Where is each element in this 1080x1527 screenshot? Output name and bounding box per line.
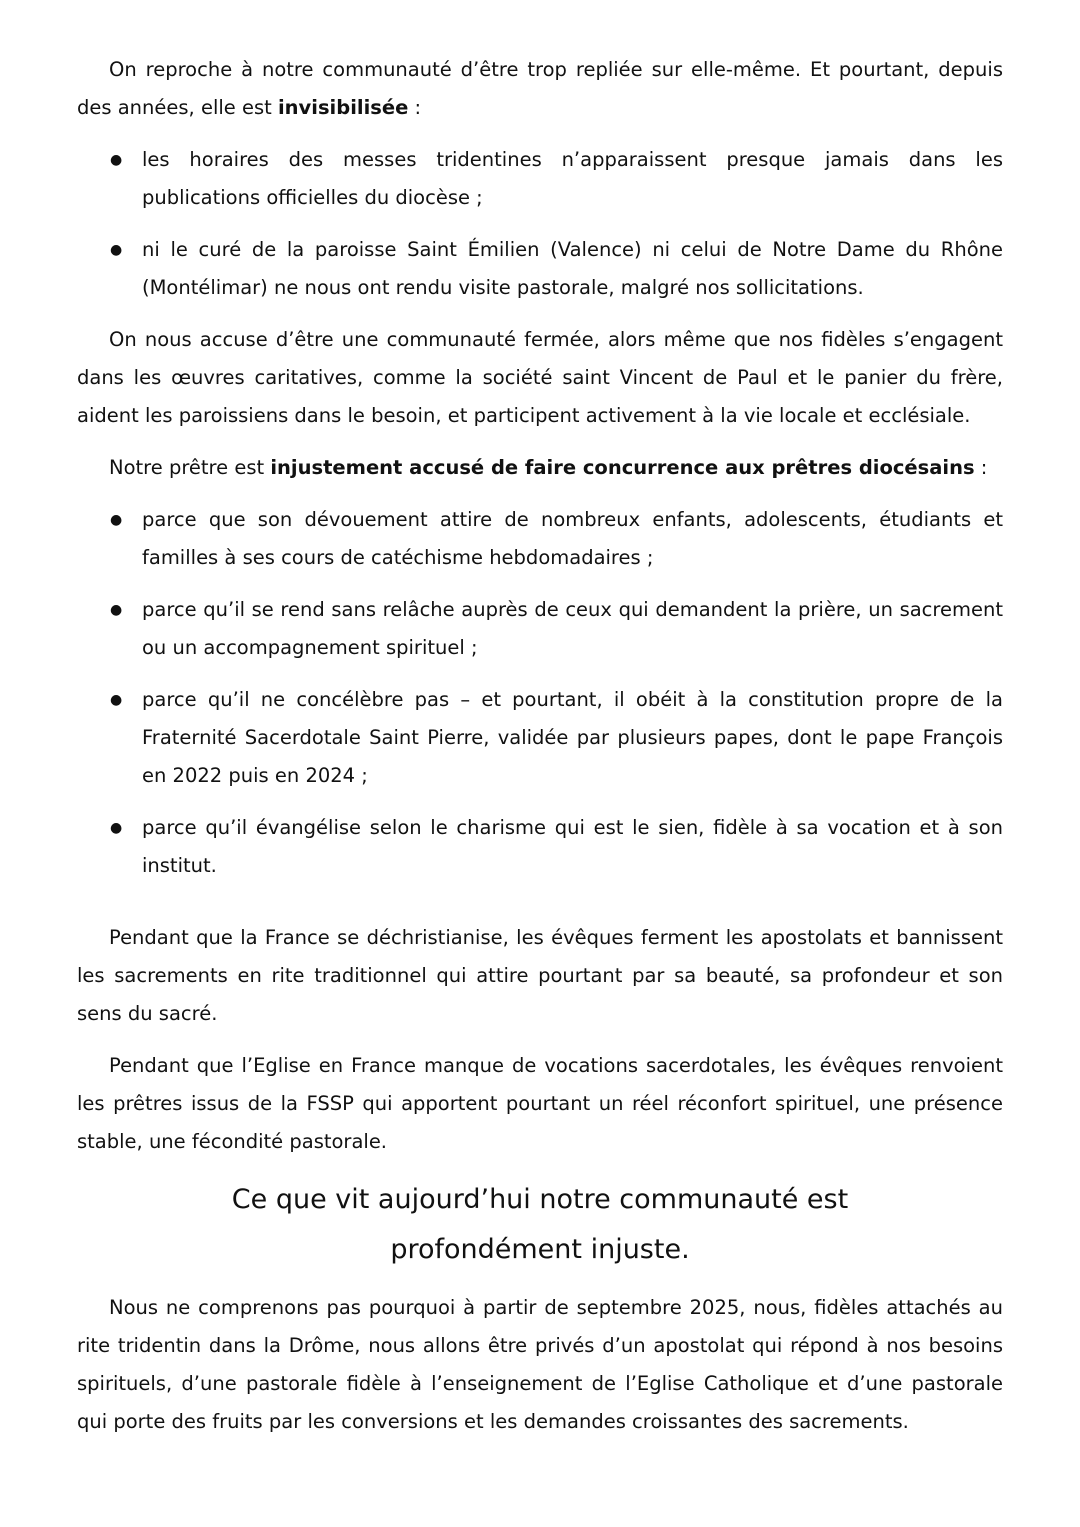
list-item-text: les horaires des messes tridentines n’apparaissent presque jamais dans les publications officielles du diocèse ; (142, 148, 1003, 209)
section-heading: Ce que vit aujourd’hui notre communauté est profondément injuste. (231, 1184, 849, 1265)
bold-emphasis: invisibilisée (277, 96, 409, 119)
list-item-text: parce qu’il se rend sans relâche auprès de ceux qui demandent la prière, un sacrement ou un accompagnement spirituel ; (142, 598, 1003, 659)
bullet-icon: ● (110, 602, 123, 618)
list-item (77, 501, 1003, 577)
document-page (77, 51, 1003, 1441)
list-item (77, 141, 1003, 217)
bullet-icon: ● (110, 152, 123, 168)
bullet-icon: ● (110, 820, 123, 836)
list-item (77, 231, 1003, 307)
paragraph-text: Notre prêtre est (109, 456, 271, 479)
list-item-text: ni le curé de la paroisse Saint Émilien (Valence) ni celui de Notre Dame du Rhône (Montélimar) ne nous ont rendu visite pastorale, malgré nos sollicitations. (142, 238, 1003, 299)
bullet-icon: ● (110, 512, 123, 528)
paragraph-text: : (974, 456, 988, 479)
bullet-icon: ● (110, 692, 123, 708)
bullet-icon: ● (110, 242, 123, 258)
list-item-text: parce que son dévouement attire de nombreux enfants, adolescents, étudiants et familles à ses cours de catéchisme hebdomadaires ; (142, 508, 1003, 569)
paragraph-communaute-fermee: On nous accuse d’être une communauté fermée, alors même que nos fidèles s’engagent dans les œuvres caritatives, comme la société saint Vincent de Paul et le panier du frère, aident les paroissiens dans le besoin, et participent activement à la vie locale et ecclésiale. (77, 328, 1003, 427)
paragraph-text: : (408, 96, 422, 119)
paragraph-concurrence (77, 449, 1003, 487)
list-item (77, 591, 1003, 667)
list-item-text: parce qu’il ne concélèbre pas – et pourtant, il obéit à la constitution propre de la Fraternité Sacerdotale Saint Pierre, validée par plusieurs papes, dont le pape François en 2022 puis en 2024 ; (142, 688, 1003, 787)
paragraph-incomprehension: Nous ne comprenons pas pourquoi à partir de septembre 2025, nous, fidèles attachés au rite tridentin dans la Drôme, nous allons être privés d’un apostolat qui répond à nos besoins spirituels, d’une pastorale fidèle à l’enseignement de l’Eglise Catholique et d’une pastorale qui porte des fruits par les conversions et les demandes croissantes des sacrements. (77, 1296, 1003, 1433)
list-item-text: parce qu’il évangélise selon le charisme qui est le sien, fidèle à sa vocation et à son institut. (142, 816, 1003, 877)
list-item (77, 809, 1003, 885)
paragraph-dechristianisation: Pendant que la France se déchristianise, les évêques ferment les apostolats et bannissent les sacrements en rite traditionnel qui attire pourtant par sa beauté, sa profondeur et son sens du sacré. (77, 926, 1003, 1025)
bold-emphasis: injustement accusé de faire concurrence aux prêtres diocésains (270, 456, 975, 479)
paragraph-invisibilisee (77, 51, 1003, 127)
list-item (77, 681, 1003, 795)
bullet-list-concurrence (77, 501, 1003, 885)
bullet-list-invisibilisee (77, 141, 1003, 307)
paragraph-vocations: Pendant que l’Eglise en France manque de vocations sacerdotales, les évêques renvoient les prêtres issus de la FSSP qui apportent pourtant un réel réconfort spirituel, une présence stable, une fécondité pastorale. (77, 1054, 1003, 1153)
paragraph-text: On reproche à notre communauté d’être trop repliée sur elle-même. Et pourtant, depuis des années, elle est (77, 58, 1003, 119)
